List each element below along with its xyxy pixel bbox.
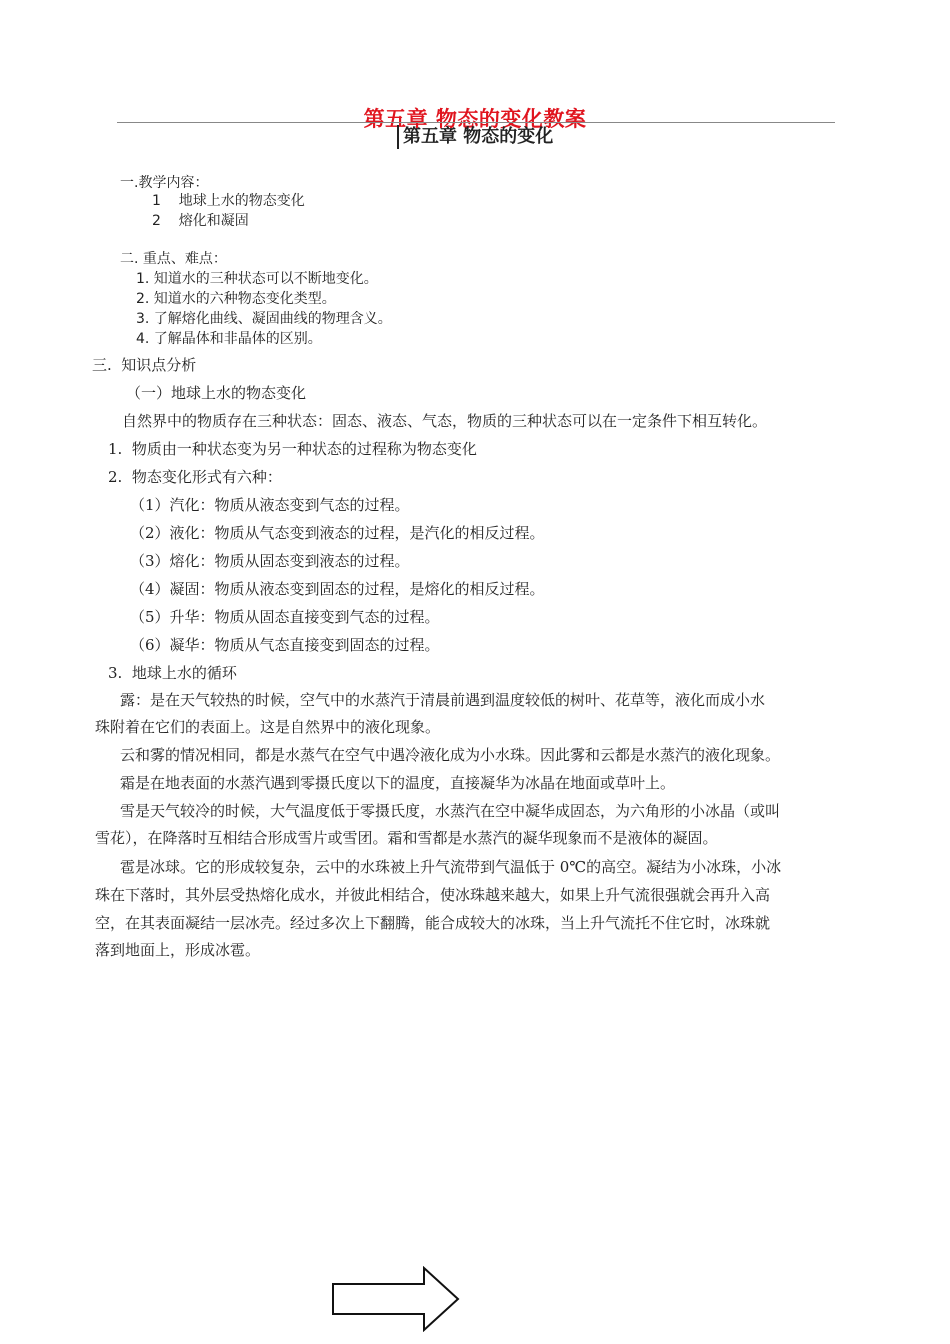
point-2: 2. 物态变化形式有六种：	[108, 468, 282, 486]
paragraph-line: 雪花），在降落时互相结合形成雪片或雪团。霜和雪都是水蒸汽的凝华现象而不是液体的凝固。	[95, 829, 718, 847]
document-title: 第五章 物态的变化教案	[363, 107, 587, 131]
form-item: （1）汽化：物质从液态变到气态的过程。	[130, 496, 410, 514]
section2-item: 4. 了解晶体和非晶体的区别。	[136, 331, 322, 347]
intro-paragraph: 自然界中的物质存在三种状态：固态、液态、气态，物质的三种状态可以在一定条件下相互转化。	[122, 412, 768, 430]
point-1: 1. 物质由一种状态变为另一种状态的过程称为物态变化	[108, 440, 477, 458]
form-item: （2）液化：物质从气态变到液态的过程，是汽化的相反过程。	[130, 524, 545, 542]
section1-item: 1 地球上水的物态变化	[152, 193, 305, 209]
form-item: （6）凝华：物质从气态直接变到固态的过程。	[130, 636, 440, 654]
chapter-heading: 第五章 物态的变化	[397, 125, 553, 149]
paragraph-line: 霜是在地表面的水蒸汽遇到零摄氏度以下的温度，直接凝华为冰晶在地面或草叶上。	[120, 774, 676, 792]
section2-heading: 二. 重点、难点：	[120, 251, 227, 267]
paragraph-line: 珠在下落时，其外层受热熔化成水，并彼此相结合，使冰珠越来越大，如果上升气流很强就会再升入高	[95, 886, 771, 904]
paragraph-line: 云和雾的情况相同，都是水蒸气在空气中遇冷液化成为小水珠。因此雾和云都是水蒸汽的液化现象。	[120, 746, 781, 764]
header-rule	[117, 122, 835, 123]
section2-item: 2. 知道水的六种物态变化类型。	[136, 291, 336, 307]
paragraph-line: 珠附着在它们的表面上。这是自然界中的液化现象。	[95, 718, 441, 736]
right-arrow-icon[interactable]	[330, 1266, 462, 1336]
section3-subheading: （一）地球上水的物态变化	[126, 384, 307, 402]
form-item: （5）升华：物质从固态直接变到气态的过程。	[130, 608, 440, 626]
paragraph-line: 露：是在天气较热的时候，空气中的水蒸汽于清晨前遇到温度较低的树叶、花草等，液化而成小水	[120, 691, 766, 709]
section1-item: 2 熔化和凝固	[152, 213, 249, 229]
form-item: （4）凝固：物质从液态变到固态的过程，是熔化的相反过程。	[130, 580, 545, 598]
point-3: 3. 地球上水的循环	[108, 664, 237, 682]
section2-item: 1. 知道水的三种状态可以不断地变化。	[136, 271, 378, 287]
section2-item: 3. 了解熔化曲线、凝固曲线的物理含义。	[136, 311, 392, 327]
section3-heading: 三. 知识点分析	[92, 356, 197, 374]
form-item: （3）熔化：物质从固态变到液态的过程。	[130, 552, 410, 570]
section1-heading: 一.教学内容：	[120, 175, 209, 191]
paragraph-line: 空，在其表面凝结一层冰壳。经过多次上下翻腾，能合成较大的冰珠，当上升气流托不住它时，冰珠就	[95, 914, 771, 932]
paragraph-line: 雹是冰球。它的形成较复杂，云中的水珠被上升气流带到气温低于 0℃的高空。凝结为小冰珠，小冰	[120, 858, 782, 876]
paragraph-line: 雪是天气较冷的时候，大气温度低于零摄氏度，水蒸汽在空中凝华成固态，为六角形的小冰晶（或叫	[120, 802, 781, 820]
right-arrow-shape	[330, 1266, 462, 1332]
paragraph-line: 落到地面上，形成冰雹。	[95, 941, 261, 959]
